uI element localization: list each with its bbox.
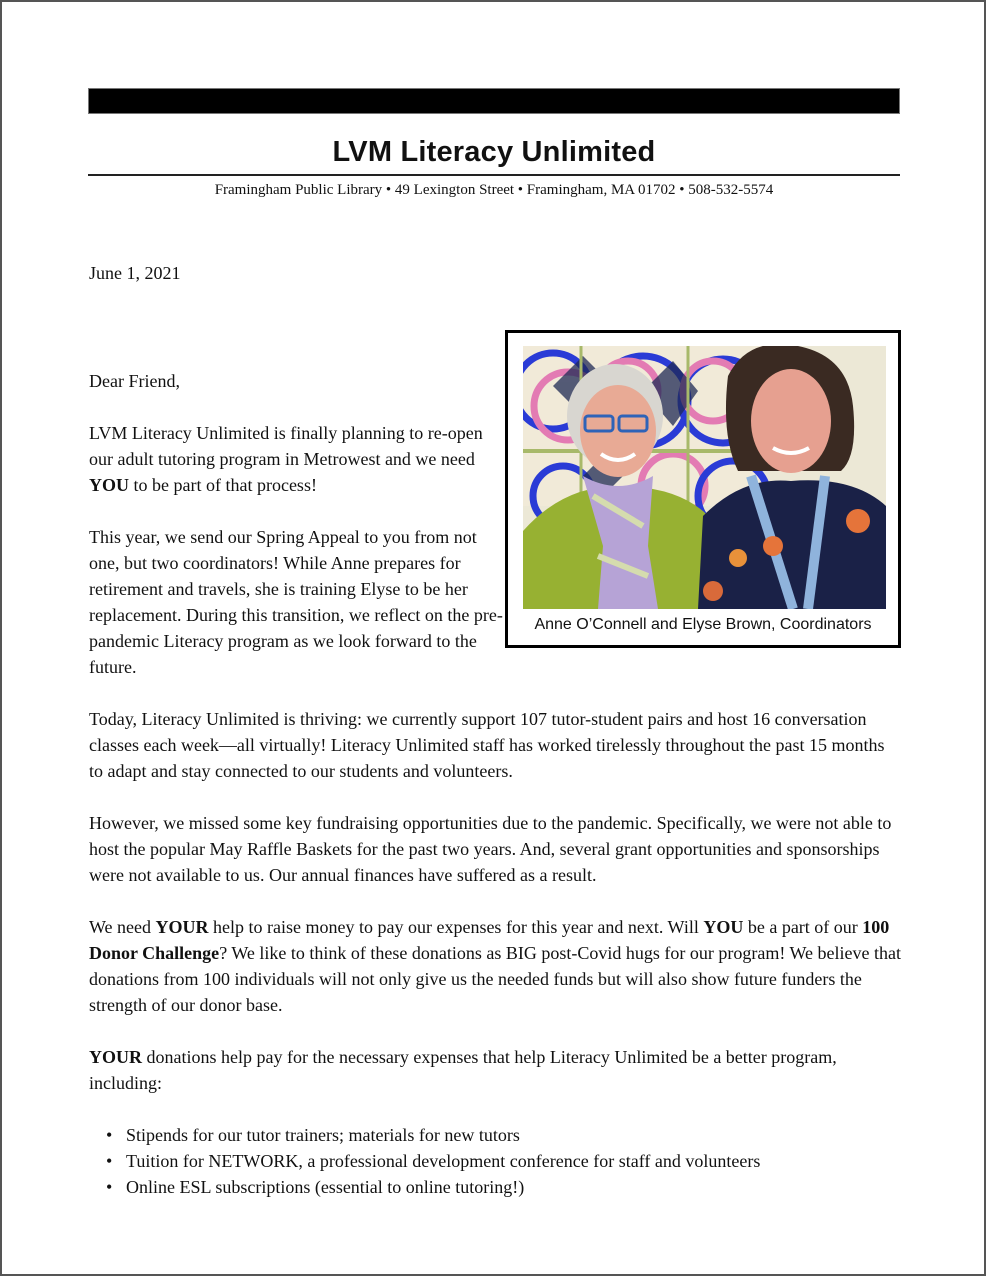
- emphasis-you: YOU: [703, 917, 744, 937]
- title-divider: [88, 174, 900, 176]
- intro-column: [89, 368, 509, 706]
- expense-item: [89, 1174, 901, 1200]
- coordinators-photo-frame: [505, 330, 901, 648]
- emphasis-you: YOU: [89, 475, 129, 495]
- bullet-icon: •: [106, 1151, 113, 1171]
- text-run: to be part of that process!: [129, 475, 317, 495]
- bullet-icon: •: [106, 1177, 113, 1197]
- expense-item: [89, 1148, 901, 1174]
- text-run: ? We like to think of these donations as BIG post-Covid hugs for our program! We believe that donations from 100 individuals will not only give us the needed funds but will also show future funders the strength of our donor base.: [89, 943, 901, 1015]
- text-run: We need: [89, 917, 156, 937]
- expense-item: [89, 1122, 901, 1148]
- salutation: Dear Friend,: [89, 371, 180, 391]
- expense-text: Online ESL subscriptions (essential to online tutoring!): [126, 1177, 525, 1197]
- organization-title: LVM Literacy Unlimited: [332, 136, 656, 168]
- body-paragraph-expenses-intro: [89, 1044, 901, 1096]
- expense-text: Tuition for NETWORK, a professional development conference for staff and volunteers: [126, 1151, 761, 1171]
- emphasis-donor-challenge: 100 Donor Challenge: [89, 917, 890, 963]
- emphasis-your: YOUR: [155, 917, 209, 937]
- letterhead-bar: [88, 88, 900, 114]
- expenses-list: [89, 1122, 901, 1200]
- intro-paragraph-1: [89, 420, 509, 498]
- body-paragraph-fundraising: However, we missed some key fundraising opportunities due to the pandemic. Specifically, we were not able to host the popular May Raffle Baskets for the past two years. And, several grant opportunities and sponsorships were not available to us. Our annual finances have suffered as a result.: [89, 813, 892, 885]
- body-paragraph-donor-challenge: [89, 914, 901, 1018]
- emphasis-your: YOUR: [89, 1047, 142, 1067]
- photo-caption: Anne O’Connell and Elyse Brown, Coordinators: [534, 616, 872, 633]
- letter-body: [89, 706, 901, 1200]
- text-run: LVM Literacy Unlimited is finally planning to re-open our adult tutoring program in Metrowest and we need: [89, 423, 483, 469]
- expense-text: Stipends for our tutor trainers; materials for new tutors: [126, 1125, 520, 1145]
- body-paragraph-thriving: Today, Literacy Unlimited is thriving: we currently support 107 tutor-student pairs and host 16 conversation classes each week—all virtually! Literacy Unlimited staff has worked tirelessly throughout the past 15 months to adapt and stay connected to our students and volunteers.: [89, 709, 885, 781]
- coordinators-photo: [523, 346, 886, 609]
- letterhead-address: Framingham Public Library • 49 Lexington Street • Framingham, MA 01702 • 508-532-5574: [214, 182, 774, 198]
- intro-paragraph-2: This year, we send our Spring Appeal to you from not one, but two coordinators! While Anne prepares for retirement and travels, she is training Elyse to be her replacement. During this transition, we reflect on the pre-pandemic Literacy program as we look forward to the future.: [89, 527, 503, 677]
- text-run: donations help pay for the necessary expenses that help Literacy Unlimited be a better program, including:: [89, 1047, 837, 1093]
- text-run: help to raise money to pay our expenses for this year and next. Will: [208, 917, 704, 937]
- bullet-icon: •: [106, 1125, 113, 1145]
- text-run: be a part of our: [743, 917, 863, 937]
- letter-date: June 1, 2021: [89, 263, 181, 283]
